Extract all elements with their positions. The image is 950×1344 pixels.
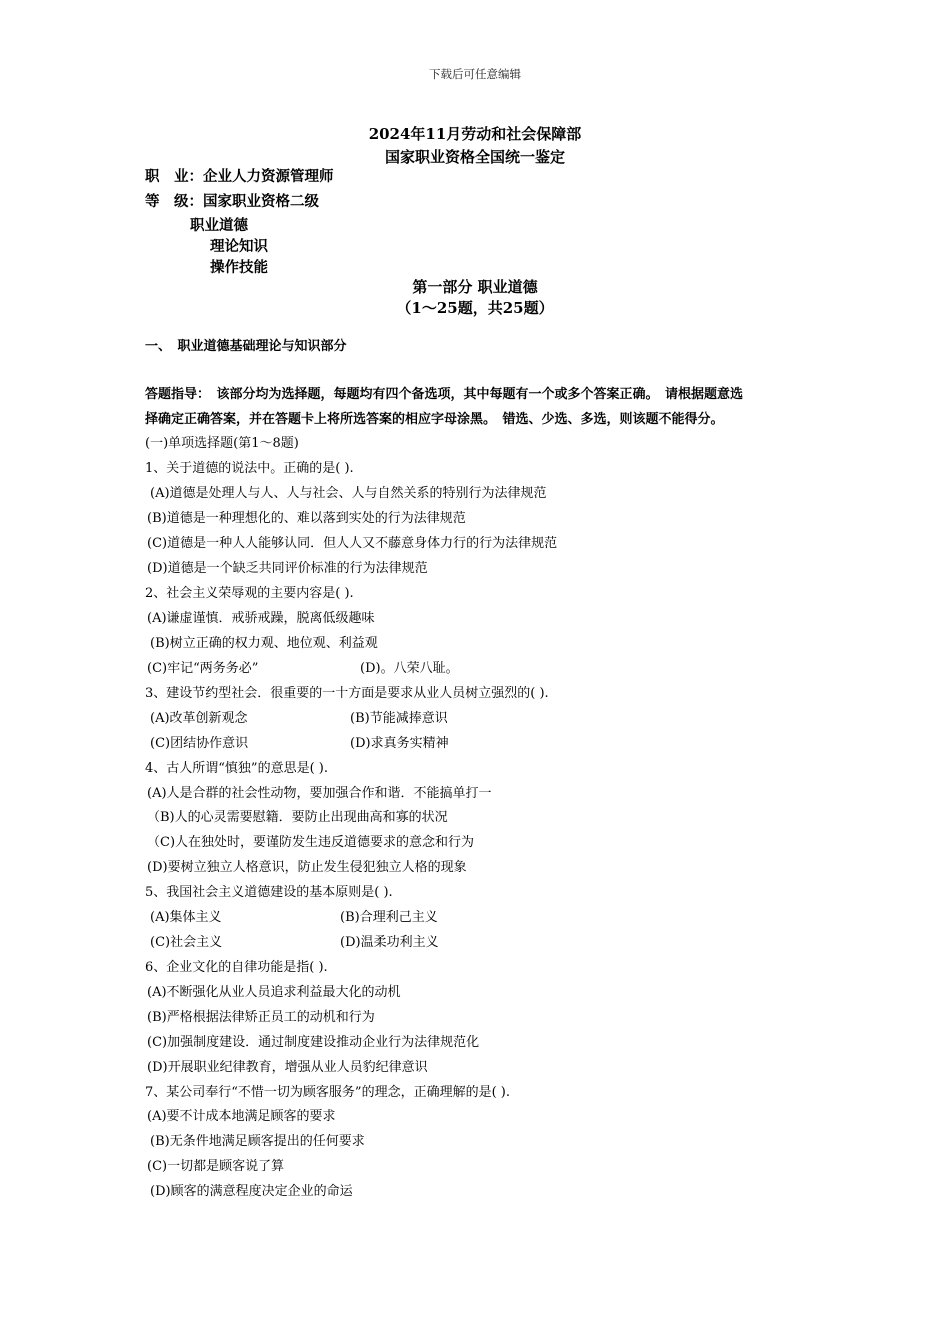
question-1-option-a: (A)道德是处理人与人、人与社会、人与自然关系的特别行为法律规范 <box>150 486 547 501</box>
question-7-option-d: (D)顾客的满意程度决定企业的命运 <box>150 1184 353 1199</box>
question-6-stem: 6、企业文化的自律功能是指( ). <box>145 960 328 975</box>
question-5-option-d: (D)温柔功利主义 <box>340 935 439 950</box>
question-7-option-c: (C)一切都是顾客说了算 <box>147 1159 285 1174</box>
question-4-option-c: （C)人在独处时，要谨防发生违反道德要求的意念和行为 <box>147 835 475 850</box>
question-7-option-a: (A)要不计成本地满足顾客的要求 <box>147 1109 336 1124</box>
title-line-1: 2024年11月劳动和社会保障部 <box>368 125 582 143</box>
question-1-stem: 1、关于道德的说法中。正确的是( ). <box>145 461 354 476</box>
question-3-option-a: (A)改革创新观念 <box>150 711 248 726</box>
question-3-option-b: (B)节能减捧意识 <box>350 711 448 726</box>
question-6-option-a: (A)不断强化从业人员追求利益最大化的动机 <box>147 985 401 1000</box>
question-5-option-b: (B)合理利己主义 <box>340 910 438 925</box>
question-1-option-d: (D)道德是一个缺乏共同评价标准的行为法律规范 <box>147 561 428 576</box>
question-3-option-c: (C)团结协作意识 <box>150 736 249 751</box>
question-2-option-a: (A)谦虚谨慎．戒骄戒躁，脱离低级趣味 <box>147 611 375 626</box>
question-6-option-b: (B)严格根据法律矫正员工的动机和行为 <box>147 1010 375 1025</box>
question-2-stem: 2、社会主义荣辱观的主要内容是( ). <box>145 586 354 601</box>
part-range: （1～25题，共25题） <box>396 299 554 317</box>
subsection-title: (一)单项选择题(第1～8题) <box>145 436 299 451</box>
instructions-line-1: 答题指导： 该部分均为选择题，每题均有四个备选项，其中每题有一个或多个答案正确。 请根据题意选 <box>145 387 744 402</box>
instructions-line-2: 择确定正确答案，并在答题卡上将所选答案的相应字母涂黑。 错选、少选、多选，则该题不能得分。 <box>145 412 724 427</box>
profession-line: 职 业：企业人力资源管理师 <box>145 168 334 185</box>
header-note: 下载后可任意编辑 <box>429 67 521 81</box>
question-6-option-c: (C)加强制度建设．通过制度建设推动企业行为法律规范化 <box>147 1035 480 1050</box>
part-title: 第一部分 职业道德 <box>412 278 538 296</box>
toc-item-ethics: 职业道德 <box>190 217 248 234</box>
question-5-stem: 5、我国社会主义道德建设的基本原则是( ). <box>145 885 393 900</box>
toc-item-skills: 操作技能 <box>210 259 268 276</box>
question-5-option-a: (A)集体主义 <box>150 910 222 925</box>
question-1-option-b: (B)道德是一种理想化的、难以落到实处的行为法律规范 <box>147 511 466 526</box>
question-2-option-b: (B)树立正确的权力观、地位观、利益观 <box>150 636 378 651</box>
title-line-2: 国家职业资格全国统一鉴定 <box>384 148 565 166</box>
question-4-stem: 4、古人所谓“慎独”的意思是( ). <box>145 761 328 776</box>
question-2-option-d: (D)。八荣八耻。 <box>360 661 459 676</box>
question-5-option-c: (C)社会主义 <box>150 935 223 950</box>
question-2-option-c: (C)牢记“两务务必” <box>147 661 259 676</box>
question-3-stem: 3、建设节约型社会．很重要的一十方面是要求从业人员树立强烈的( ). <box>145 686 549 701</box>
question-3-option-d: (D)求真务实精神 <box>350 736 449 751</box>
question-4-option-b: （B)人的心灵需要慰籍．要防止出现曲高和寡的状况 <box>147 810 448 825</box>
question-4-option-d: (D)要树立独立人格意识，防止发生侵犯独立人格的现象 <box>147 860 467 875</box>
level-line: 等 级：国家职业资格二级 <box>145 193 319 210</box>
section-title: 一、 职业道德基础理论与知识部分 <box>145 339 347 354</box>
question-7-stem: 7、某公司奉行“不惜一切为顾客服务”的理念，正确理解的是( ). <box>145 1085 510 1100</box>
toc-item-theory: 理论知识 <box>210 238 268 255</box>
question-6-option-d: (D)开展职业纪律教育，增强从业人员豹纪律意识 <box>147 1060 428 1075</box>
question-1-option-c: (C)道德是一种人人能够认同．但人人又不藤意身体力行的行为法律规范 <box>147 536 558 551</box>
question-4-option-a: (A)人是合群的社会性动物，要加强合作和谐．不能搞单打一 <box>147 786 492 801</box>
question-7-option-b: (B)无条件地满足顾客提出的任何要求 <box>150 1134 365 1149</box>
